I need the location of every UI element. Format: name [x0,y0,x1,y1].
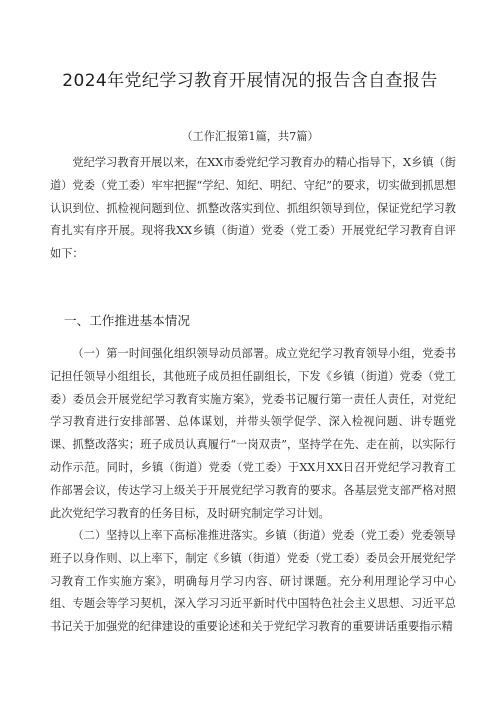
document-title: 2024年党纪学习教育开展情况的报告含自查报告 [62,71,438,91]
intro-paragraph: 党纪学习教育开展以来，在XX市委党纪学习教育办的精心指导下，X乡镇（街道）党委（党工委）牢牢把握“学纪、知纪、明纪、守纪”的要求，切实做到抓思想认识到位、抓检视问题到位、抓整改落实到位、抓组织领导到位，保证党纪学习教育扎实有序开展。现将我XX乡镇（街道）党委（党工委）开展党纪学习教育自评如下： [50,156,456,261]
body-paragraph-2: （二）坚持以上率下高标准推进落实。乡镇（街道）党委（党工委）党委领导班子以身作则、以上率下，制定《乡镇（街道）党委（党工委）委员会开展党纪学习教育工作实施方案》，明确每月学习内容、研讨课题。充分利用理论学习中心组、专题会等学习契机，深入学习习近平新时代中国特色社会主义思想、习近平总书记关于加强党的纪律建设的重要论述和关于党纪学习教育的重要讲话重要指示精 [50,529,456,634]
section-heading: 一、工作推进基本情况 [64,313,190,328]
body-paragraph-1: （一）第一时间强化组织领导动员部署。成立党纪学习教育领导小组，党委书记担任领导小组组长，其他班子成员担任副组长，下发《乡镇（街道）党委（党工委）委员会开展党纪学习教育实施方案》，党委书记履行第一责任人责任，对党纪学习教育进行安排部署、总体谋划，并带头领学促学、深入检视问题、讲专题党课、抓整改落实；班子成员认真履行“一岗双责”，坚持学在先、走在前，以实际行动作示范。同时，乡镇（街道）党委（党工委）于XX月XX日召开党纪学习教育工作部署会议，传达学习上级关于开展党纪学习教育的要求。各基层党支部严格对照此次党纪学习教育的任务目标，及时研究制定学习计划。 [50,347,456,520]
document-subtitle: （工作汇报第1篇，共7篇） [181,130,319,143]
